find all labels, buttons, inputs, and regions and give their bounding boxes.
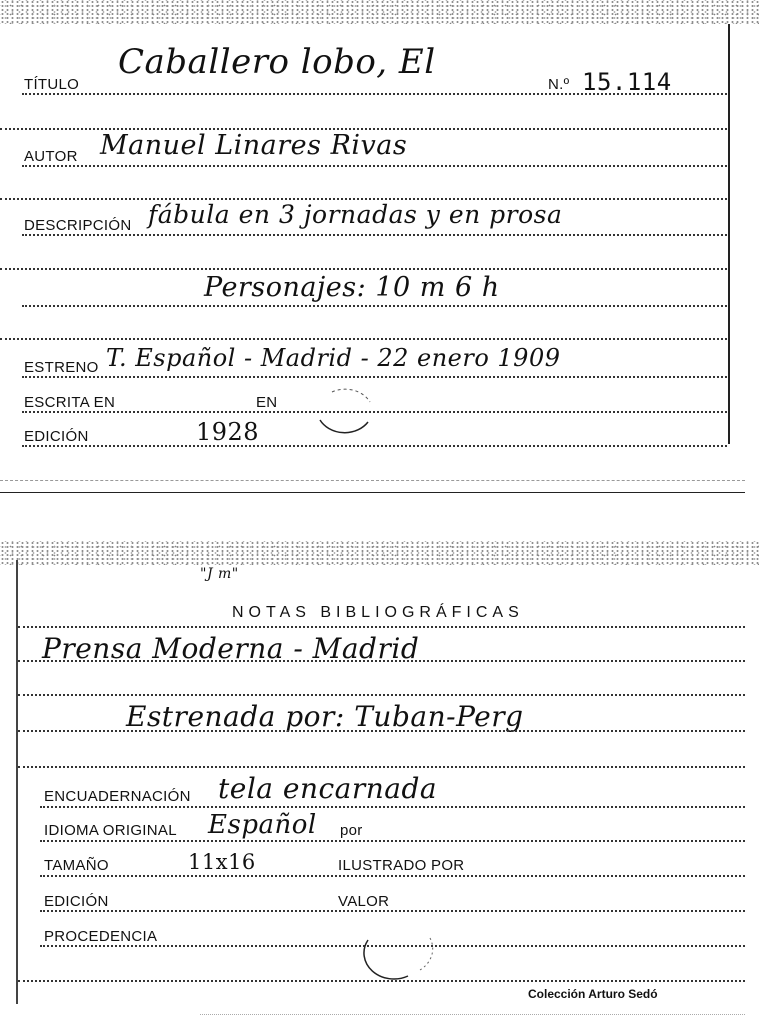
- rule-line: [18, 626, 745, 628]
- idioma-value: Español: [208, 810, 317, 840]
- encuadernacion-label: ENCUADERNACIÓN: [44, 788, 191, 805]
- autor-label: AUTOR: [24, 148, 78, 165]
- autor-value: Manuel Linares Rivas: [100, 130, 408, 161]
- rule-line: [18, 694, 745, 696]
- notas-heading: NOTAS BIBLIOGRÁFICAS: [232, 604, 524, 621]
- en-label: EN: [256, 394, 278, 411]
- rule-line: [40, 840, 745, 842]
- rule-line: [22, 376, 727, 378]
- rule-line: [18, 766, 745, 768]
- encuadernacion-value: tela encarnada: [218, 772, 438, 805]
- numero-label: N.º: [548, 76, 570, 93]
- note-line-1: Prensa Moderna - Madrid: [42, 632, 420, 665]
- estreno-value: T. Español - Madrid - 22 enero 1909: [106, 344, 561, 372]
- card-divider: [0, 492, 745, 493]
- valor-label: VALOR: [338, 893, 390, 910]
- rule-line: [18, 730, 745, 732]
- descripcion-label: DESCRIPCIÓN: [24, 217, 132, 234]
- procedencia-label: PROCEDENCIA: [44, 928, 158, 945]
- rule-line: [18, 660, 745, 662]
- rule-line: [40, 875, 745, 877]
- rule-line: [22, 165, 727, 167]
- scan-noise-band: [0, 0, 759, 24]
- rule-line: [200, 1014, 745, 1015]
- descripcion-value: fábula en 3 jornadas y en prosa: [148, 200, 563, 229]
- idioma-label: IDIOMA ORIGINAL: [44, 822, 177, 839]
- edicion-label: EDICIÓN: [24, 428, 89, 445]
- rule-line: [40, 910, 745, 912]
- collection-footer: Colección Arturo Sedó: [528, 987, 658, 1001]
- titulo-label: TÍTULO: [24, 76, 80, 93]
- numero-value: 15.114: [582, 68, 672, 96]
- personajes-value: Personajes: 10 m 6 h: [204, 272, 500, 303]
- rule-line: [0, 338, 727, 340]
- rule-line: [22, 305, 727, 307]
- faded-stamp-icon: [310, 384, 380, 444]
- card-right-border: [728, 24, 730, 444]
- scan-noise-band: [0, 541, 759, 565]
- rule-line: [22, 93, 727, 95]
- rule-line: [0, 268, 727, 270]
- rule-line: [40, 806, 745, 808]
- ilustrado-label: ILUSTRADO POR: [338, 857, 465, 874]
- note-mark: "J m": [200, 566, 239, 582]
- rule-line: [22, 234, 727, 236]
- faded-stamp-icon: [360, 922, 440, 982]
- rule-line: [0, 480, 745, 481]
- tamano-label: TAMAÑO: [44, 857, 109, 874]
- note-line-2: Estrenada por: Tuban-Perg: [126, 700, 524, 733]
- rule-line: [22, 445, 727, 447]
- estreno-label: ESTRENO: [24, 359, 99, 376]
- por-label: por: [340, 822, 363, 839]
- edicion-value: 1928: [196, 418, 260, 446]
- titulo-value: Caballero lobo, El: [118, 42, 436, 82]
- edicion-bottom-label: EDICIÓN: [44, 893, 109, 910]
- tamano-value: 11x16: [188, 850, 256, 874]
- escrita-label: ESCRITA EN: [24, 394, 116, 411]
